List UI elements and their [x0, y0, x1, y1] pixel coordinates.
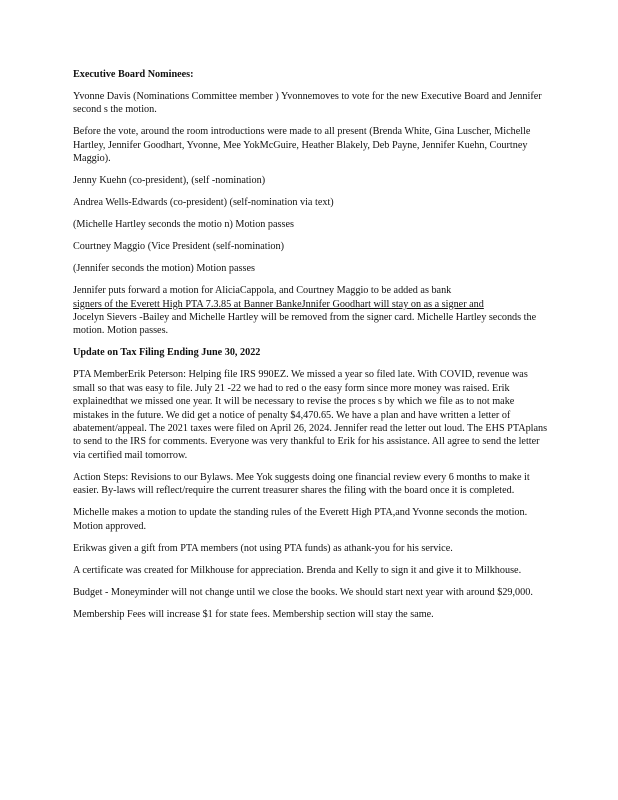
paragraph-budget: Budget - Moneyminder will not change until we close the books. We should start next year with around $29,000.	[73, 586, 533, 598]
paragraph-bank-signers	[73, 284, 551, 338]
paragraph-erik-gift: Erikwas given a gift from PTA members (not using PTA funds) as athank-you for his service.	[73, 542, 453, 554]
paragraph-membership-fees: Membership Fees will increase $1 for state fees. Membership section will stay the same.	[73, 608, 434, 620]
paragraph-nomination-kuehn: Jenny Kuehn (co-president), (self -nomination)	[73, 175, 266, 187]
meeting-minutes-body	[73, 68, 551, 630]
bank-signers-line-3: Jocelyn Sievers -Bailey and Michelle Hartley will be removed from the signer card. Michelle Hartley seconds the motion. Motion passes.	[73, 312, 537, 337]
paragraph-standing-rules-motion: Michelle makes a motion to update the standing rules of the Everett High PTA,and Yvonne seconds the motion. Motion approved.	[73, 507, 528, 532]
paragraph-action-steps: Action Steps: Revisions to our Bylaws. Mee Yok suggests doing one financial review every 6 months to make it easier. By-laws will reflect/require the current treasurer shares the filing with the board once it is completed.	[73, 471, 530, 497]
bank-signers-underlined-line: signers of the Everett High PTA 7.3.85 at Banner BankeJnnifer Goodhart will stay on as a signer and	[73, 298, 484, 310]
paragraph-nomination-maggio: Courtney Maggio (Vice President (self-nomination)	[73, 241, 285, 253]
bank-signers-line-1: Jennifer puts forward a motion for AliciaCappola, and Courtney Maggio to be added as bank	[73, 285, 452, 297]
section-heading-tax-filing: Update on Tax Filing Ending June 30, 2022	[73, 347, 261, 359]
paragraph-nomination-wells-edwards: Andrea Wells-Edwards (co-president) (self-nomination via text)	[73, 197, 334, 209]
section-heading-executive-board: Executive Board Nominees:	[73, 69, 194, 80]
paragraph-tax-filing-details: PTA MemberErik Peterson: Helping file IRS 990EZ. We missed a year so filed late. With COVID, revenue was small so that was easy to file. July 21 -22 we had to red o the easy form since more money was raised. Erik explainedthat we missed one year. It will be necessary to revise the proces s by which we file as to not make mistakes in the future. We did get a notice of penalty $4,470.65. We have a plan and have written a letter of abatement/appeal. The 2021 taxes were filed on April 26, 2024. Jennifer read the letter out loud. The EHS PTAplans to send to the IRS for comments. Everyone was very thankful to Erik for his assistance. All agree to send the letter via certified mail tomorrow.	[73, 369, 548, 461]
paragraph-milkhouse-certificate: A certificate was created for Milkhouse for appreciation. Brenda and Kelly to sign it and give it to Milkhouse.	[73, 564, 522, 576]
paragraph-motion-passes-1: (Michelle Hartley seconds the motio n) Motion passes	[73, 219, 294, 231]
paragraph-nominations-motion: Yvonne Davis (Nominations Committee member ) Yvonnemoves to vote for the new Executive Board and Jennifer second s the motion.	[73, 91, 542, 116]
paragraph-motion-passes-2: (Jennifer seconds the motion) Motion passes	[73, 263, 255, 275]
paragraph-introductions: Before the vote, around the room introductions were made to all present (Brenda White, Gina Luscher, Michelle Hartley, Jennifer Goodhart, Yvonne, Mee YokMcGuire, Heather Blakely, Deb Payne, Jennifer Kuehn, Courtney Maggio).	[73, 126, 531, 165]
